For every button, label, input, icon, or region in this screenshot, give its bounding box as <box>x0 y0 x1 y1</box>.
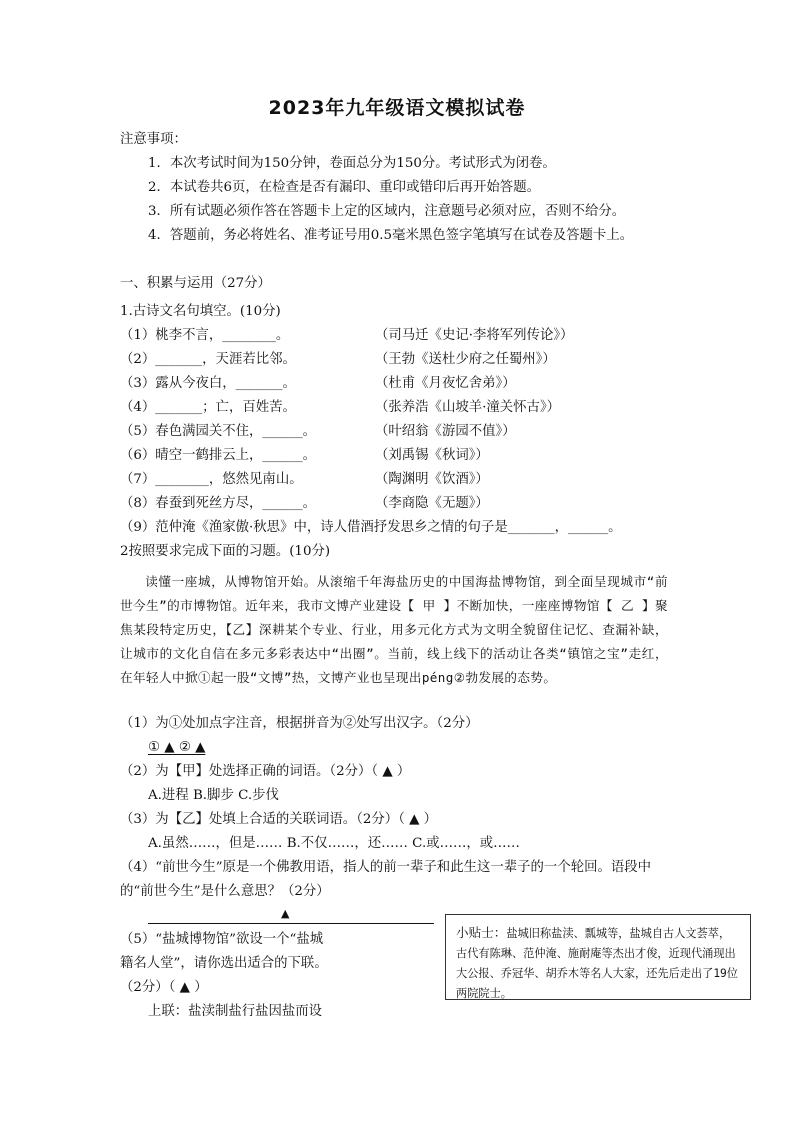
answer-line <box>148 923 434 924</box>
sub-question-1-blanks: ① ▲ ② ▲ <box>148 740 206 755</box>
passage-text: 读懂一座城，从博物馆开始。从滚缩千年海盐历史的中国海盐博物馆，到全面呈现城市“前世今生”的市博物馆。近年来，我市文博产业建设【 甲 】不断加快，一座座博物馆【 乙 】聚焦某段特定历史，【乙】深耕某个专业、行业，用多元化方式为文明全貌留住记忆、查漏补缺，让城市的文化自信在多元多彩表达中“出圈”。当前，线上线下的活动让各类“镇馆之宝”走红，在年轻人中掀①起一股“文博”热，文博产业也呈现出péng②勃发展的态势。 <box>120 574 668 685</box>
notice-heading: 注意事项： <box>120 132 187 147</box>
poem-item <box>120 492 694 516</box>
poem-source: （张养浩《山坡羊·潼关怀古》） <box>375 400 561 415</box>
question-2-subs <box>120 712 694 904</box>
sub-question-4-cont: 的“前世今生”是什么意思？（2分） <box>120 884 330 899</box>
poem-source: （李商隐《无题》） <box>375 496 489 511</box>
poem-item <box>120 348 694 372</box>
poem-line: （8）春蚕到死丝方尽，______。 <box>120 496 316 511</box>
sub-question-5-line: （5）“盐城博物馆”欲设一个“盐城 <box>120 932 324 947</box>
tip-box <box>445 914 751 1000</box>
poem-item <box>120 396 694 420</box>
sub-question-1: （1）为①处加点字注音，根据拼音为②处写出汉字。（2分） <box>120 716 479 731</box>
answer-marker: ▲ <box>281 907 290 920</box>
sub-question-4: （4）“前世今生”原是一个佛教用语，指人的前一辈子和此生这一辈子的一个轮回。语段中 <box>120 860 652 875</box>
upper-couplet: 上联：盐渎制盐行盐因盐而设 <box>148 1004 323 1019</box>
poem-line: （4）_______；亡，百姓苦。 <box>120 400 296 415</box>
poem-item <box>120 420 694 444</box>
poem-line: （6）晴空一鹤排云上，______。 <box>120 448 316 463</box>
question-stem: 1.古诗文名句填空。(10分) <box>120 304 281 319</box>
section-heading: 一、积累与运用（27分） <box>120 276 271 291</box>
notice-item: 3．所有试题必须作答在答题卡上定的区域内，注意题号必须对应，否则不给分。 <box>148 204 626 219</box>
poem-item <box>120 444 694 468</box>
sub-question-3: （3）为【乙】处填上合适的关联词语。（2分）（ ▲ ） <box>120 812 438 827</box>
sub-question-2: （2）为【甲】处选择正确的词语。（2分）（ ▲ ） <box>120 764 411 779</box>
poem-line: （7）________，悠然见南山。 <box>120 472 303 487</box>
poem-item <box>120 468 694 492</box>
poem-line: （3）露从今夜白，_______。 <box>120 376 296 391</box>
page-title: 2023年九年级语文模拟试卷 <box>268 97 526 119</box>
poem-source: （刘禹锡《秋词》） <box>375 448 489 463</box>
poem-source: （叶绍翁《游园不值》） <box>375 424 516 439</box>
poem-source: （王勃《送杜少府之任蜀州》） <box>375 352 556 367</box>
poem-item <box>120 324 694 348</box>
notice-item: 4．答题前，务必将姓名、准考证号用0.5毫米黑色签字笔填写在试卷及答题卡上。 <box>148 228 634 243</box>
poem-source: （陶渊明《饮酒》） <box>375 472 489 487</box>
poem-item-9: （9）范仲淹《渔家傲·秋思》中，诗人借酒抒发思乡之情的句子是_______，______。 <box>120 520 622 535</box>
sub-question-5-line: （2分）（ ▲ ） <box>120 980 208 995</box>
question-stem: 2按照要求完成下面的习题。(10分) <box>120 544 331 559</box>
tip-text: 盐城旧称盐渎、瓢城等，盐城自古人文荟萃，古代有陈琳、范仲淹、施耐庵等杰出才俊，近现代涌现出大公报、乔冠华、胡乔木等名人大家，还先后走出了19位两院院士。 <box>456 927 738 1000</box>
tip-label: 小贴士： <box>456 925 507 940</box>
section-one <box>120 272 694 296</box>
notice-item: 2．本试卷共6页，在检查是否有漏印、重印或错印后再开始答题。 <box>148 180 540 195</box>
poem-source: （杜甫《月夜忆舍弟》） <box>375 376 516 391</box>
sub-question-5 <box>120 928 440 1024</box>
notice-section <box>120 128 694 248</box>
notice-item: 1．本次考试时间为150分钟，卷面总分为150分。考试形式为闭卷。 <box>148 156 556 171</box>
poem-item <box>120 372 694 396</box>
poem-line: （5）春色满园关不住，______。 <box>120 424 316 439</box>
sub-question-5-line: 籍名人堂”，请你选出适合的下联。 <box>120 956 328 971</box>
sub-question-2-options: A.进程 B.脚步 C.步伐 <box>148 788 279 803</box>
sub-question-3-options: A.虽然……，但是…… B.不仅……，还…… C.或……，或…… <box>148 836 520 851</box>
poem-source: （司马迁《史记·李将军列传论》） <box>375 328 574 343</box>
poem-line: （1）桃李不言，________。 <box>120 328 290 343</box>
question-1 <box>120 300 694 564</box>
poem-line: （2）_______，天涯若比邻。 <box>120 352 296 367</box>
reading-passage <box>120 570 668 690</box>
